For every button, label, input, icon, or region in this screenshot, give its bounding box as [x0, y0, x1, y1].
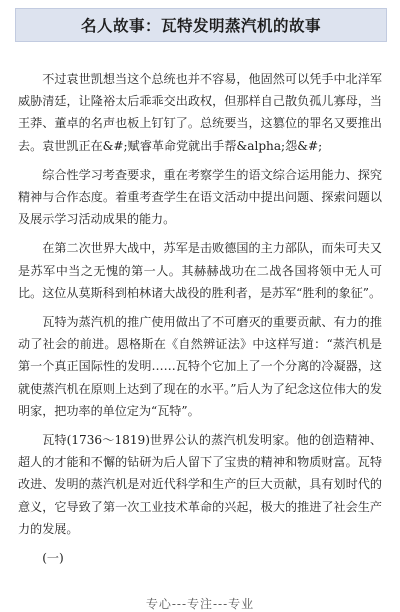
document-body	[18, 68, 382, 569]
paragraph-2: 综合性学习考查要求，重在考察学生的语文综合运用能力、探究精神与合作态度。着重考查学生在语文活动中提出问题、探索问题以及展示学习活动成果的能力。	[18, 167, 382, 227]
paragraph-5: 瓦特(1736～1819)世界公认的蒸汽机发明家。他的创造精神、超人的才能和不懈的钻研为后人留下了宝贵的精神和物质财富。瓦特改进、发明的蒸汽机是对近代科学和生产的巨大贡献，具有划时代的意义，它导致了第一次工业技术革命的兴起，极大的推进了社会生产力的发展。	[18, 433, 382, 536]
paragraph-1: 不过袁世凯想当这个总统也并不容易，他固然可以凭手中北洋军威胁清廷，让隆裕太后乖乖交出政权，但那样自己散负孤儿寡母，当王莽、董卓的名声也板上钉钉了。总统要当，这篡位的罪名又要推出去。袁世凯正在&#;赋睿革命党就出手帮&alpha;怨&#;	[18, 72, 382, 153]
paragraph-3: 在第二次世界大战中，苏军是击败德国的主力部队，而朱可夫又是苏军中当之无愧的第一人。其赫赫战功在二战各国将领中无人可比。这位从莫斯科到柏林诸大战役的胜利者，是苏军“胜利的象征”。	[18, 241, 382, 300]
section-marker: (一)	[42, 551, 64, 566]
paragraph-4: 瓦特为蒸汽机的推广使用做出了不可磨灭的重要贡献、有力的推动了社会的前进。恩格斯在《自然辨证法》中这样写道：“蒸汽机是第一个真正国际性的发明……瓦特个它加上了一个分离的冷凝器，这就使蒸汽机在原则上达到了现在的水平。”后人为了纪念这位伟大的发明家，把功率的单位定为“瓦特”。	[18, 315, 382, 418]
page-title: 名人故事：瓦特发明蒸汽机的故事	[80, 17, 321, 35]
title-banner	[15, 8, 387, 42]
page-footer: 专心---专注---专业	[145, 597, 255, 611]
